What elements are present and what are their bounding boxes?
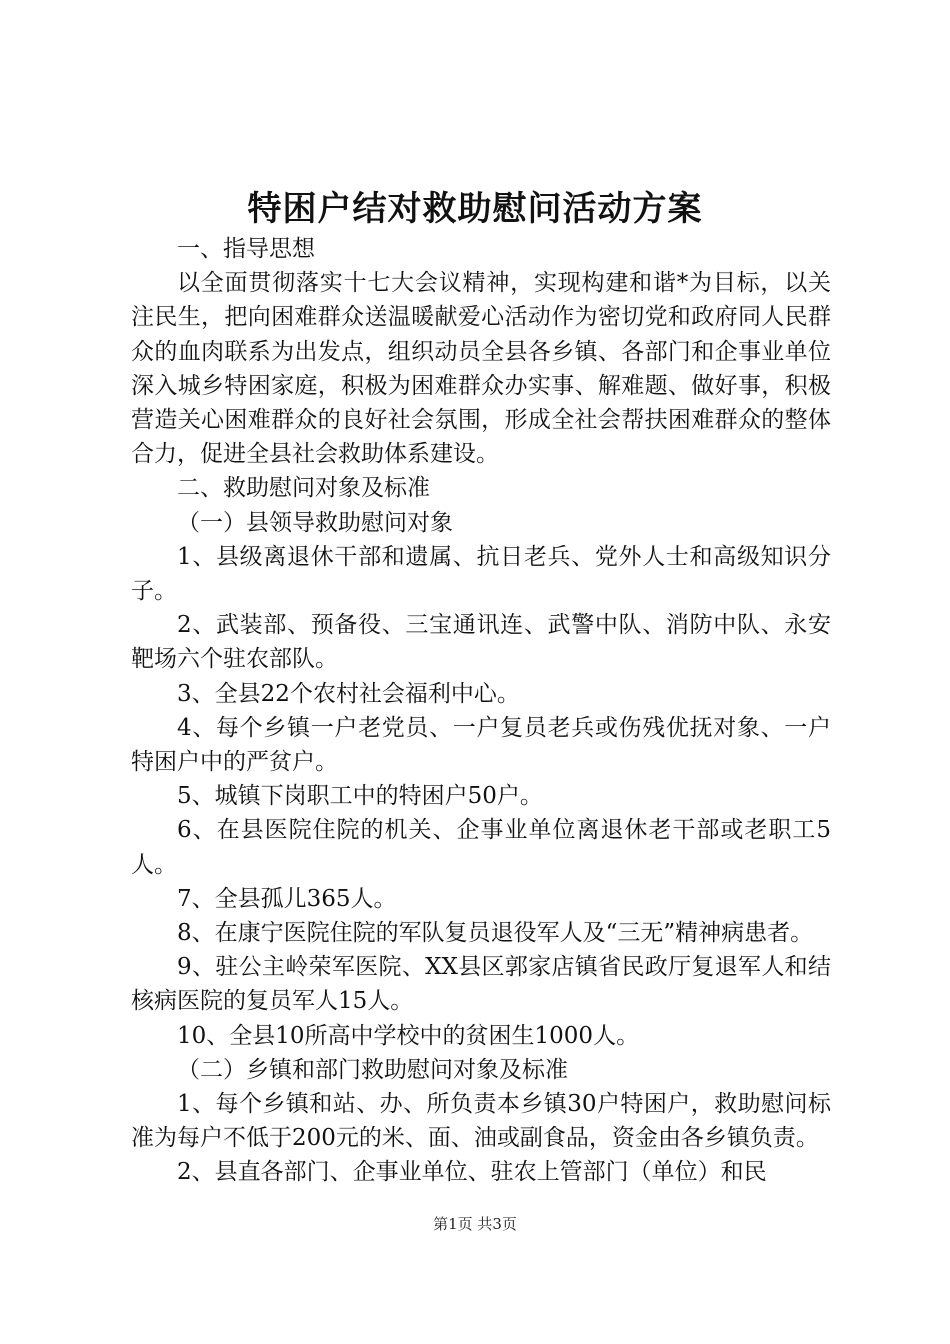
paragraph: 1、县级离退休干部和遗属、抗日老兵、党外人士和高级知识分子。 — [131, 543, 831, 605]
paragraph: 2、县直各部门、企事业单位、驻农上管部门（单位）和民 — [177, 1159, 767, 1186]
document-body — [131, 232, 831, 1190]
paragraph: 5、城镇下岗职工中的特困户50户。 — [177, 783, 543, 810]
paragraph: 1、每个乡镇和站、办、所负责本乡镇30户特困户，救助慰问标准为每户不低于200元的米、面、油或副食品，资金由各乡镇负责。 — [131, 1091, 831, 1152]
paragraph: （一）县领导救助慰问对象 — [177, 509, 453, 536]
paragraph: 4、每个乡镇一户老党员、一户复员老兵或伤残优抚对象、一户特困户中的严贫户。 — [131, 714, 831, 776]
paragraph: 2、武装部、预备役、三宝通讯连、武警中队、消防中队、永安靶场六个驻农部队。 — [131, 612, 831, 673]
page-footer: 第1页 共3页 — [433, 1215, 517, 1233]
paragraph: 以全面贯彻落实十七大会议精神，实现构建和谐*为目标，以关注民生，把向困难群众送温暖献爱心活动作为密切党和政府同人民群众的血肉联系为出发点，组织动员全县各乡镇、各部门和企事业单位深入城乡特困家庭，积极为困难群众办实事、解难题、做好事，积极营造关心困难群众的良好社会氛围，形成全社会帮扶困难群众的整体合力，促进全县社会救助体系建设。 — [131, 270, 831, 468]
paragraph: （二）乡镇和部门救助慰问对象及标准 — [177, 1056, 568, 1083]
paragraph: 6、在县医院住院的机关、企事业单位离退休老干部或老职工5人。 — [131, 817, 831, 878]
paragraph: 8、在康宁医院住院的军队复员退役军人及“三无”精神病患者。 — [177, 920, 814, 947]
paragraph: 一、指导思想 — [177, 236, 315, 262]
paragraph: 9、驻公主岭荣军医院、XX县区郭家店镇省民政厅复退军人和结核病医院的复员军人15人。 — [131, 954, 831, 1015]
document-title: 特困户结对救助慰问活动方案 — [247, 189, 703, 229]
paragraph: 10、全县10所高中学校中的贫困生1000人。 — [177, 1022, 640, 1049]
paragraph: 二、救助慰问对象及标准 — [177, 475, 430, 502]
paragraph: 7、全县孤儿365人。 — [177, 885, 397, 912]
paragraph: 3、全县22个农村社会福利中心。 — [177, 680, 520, 707]
